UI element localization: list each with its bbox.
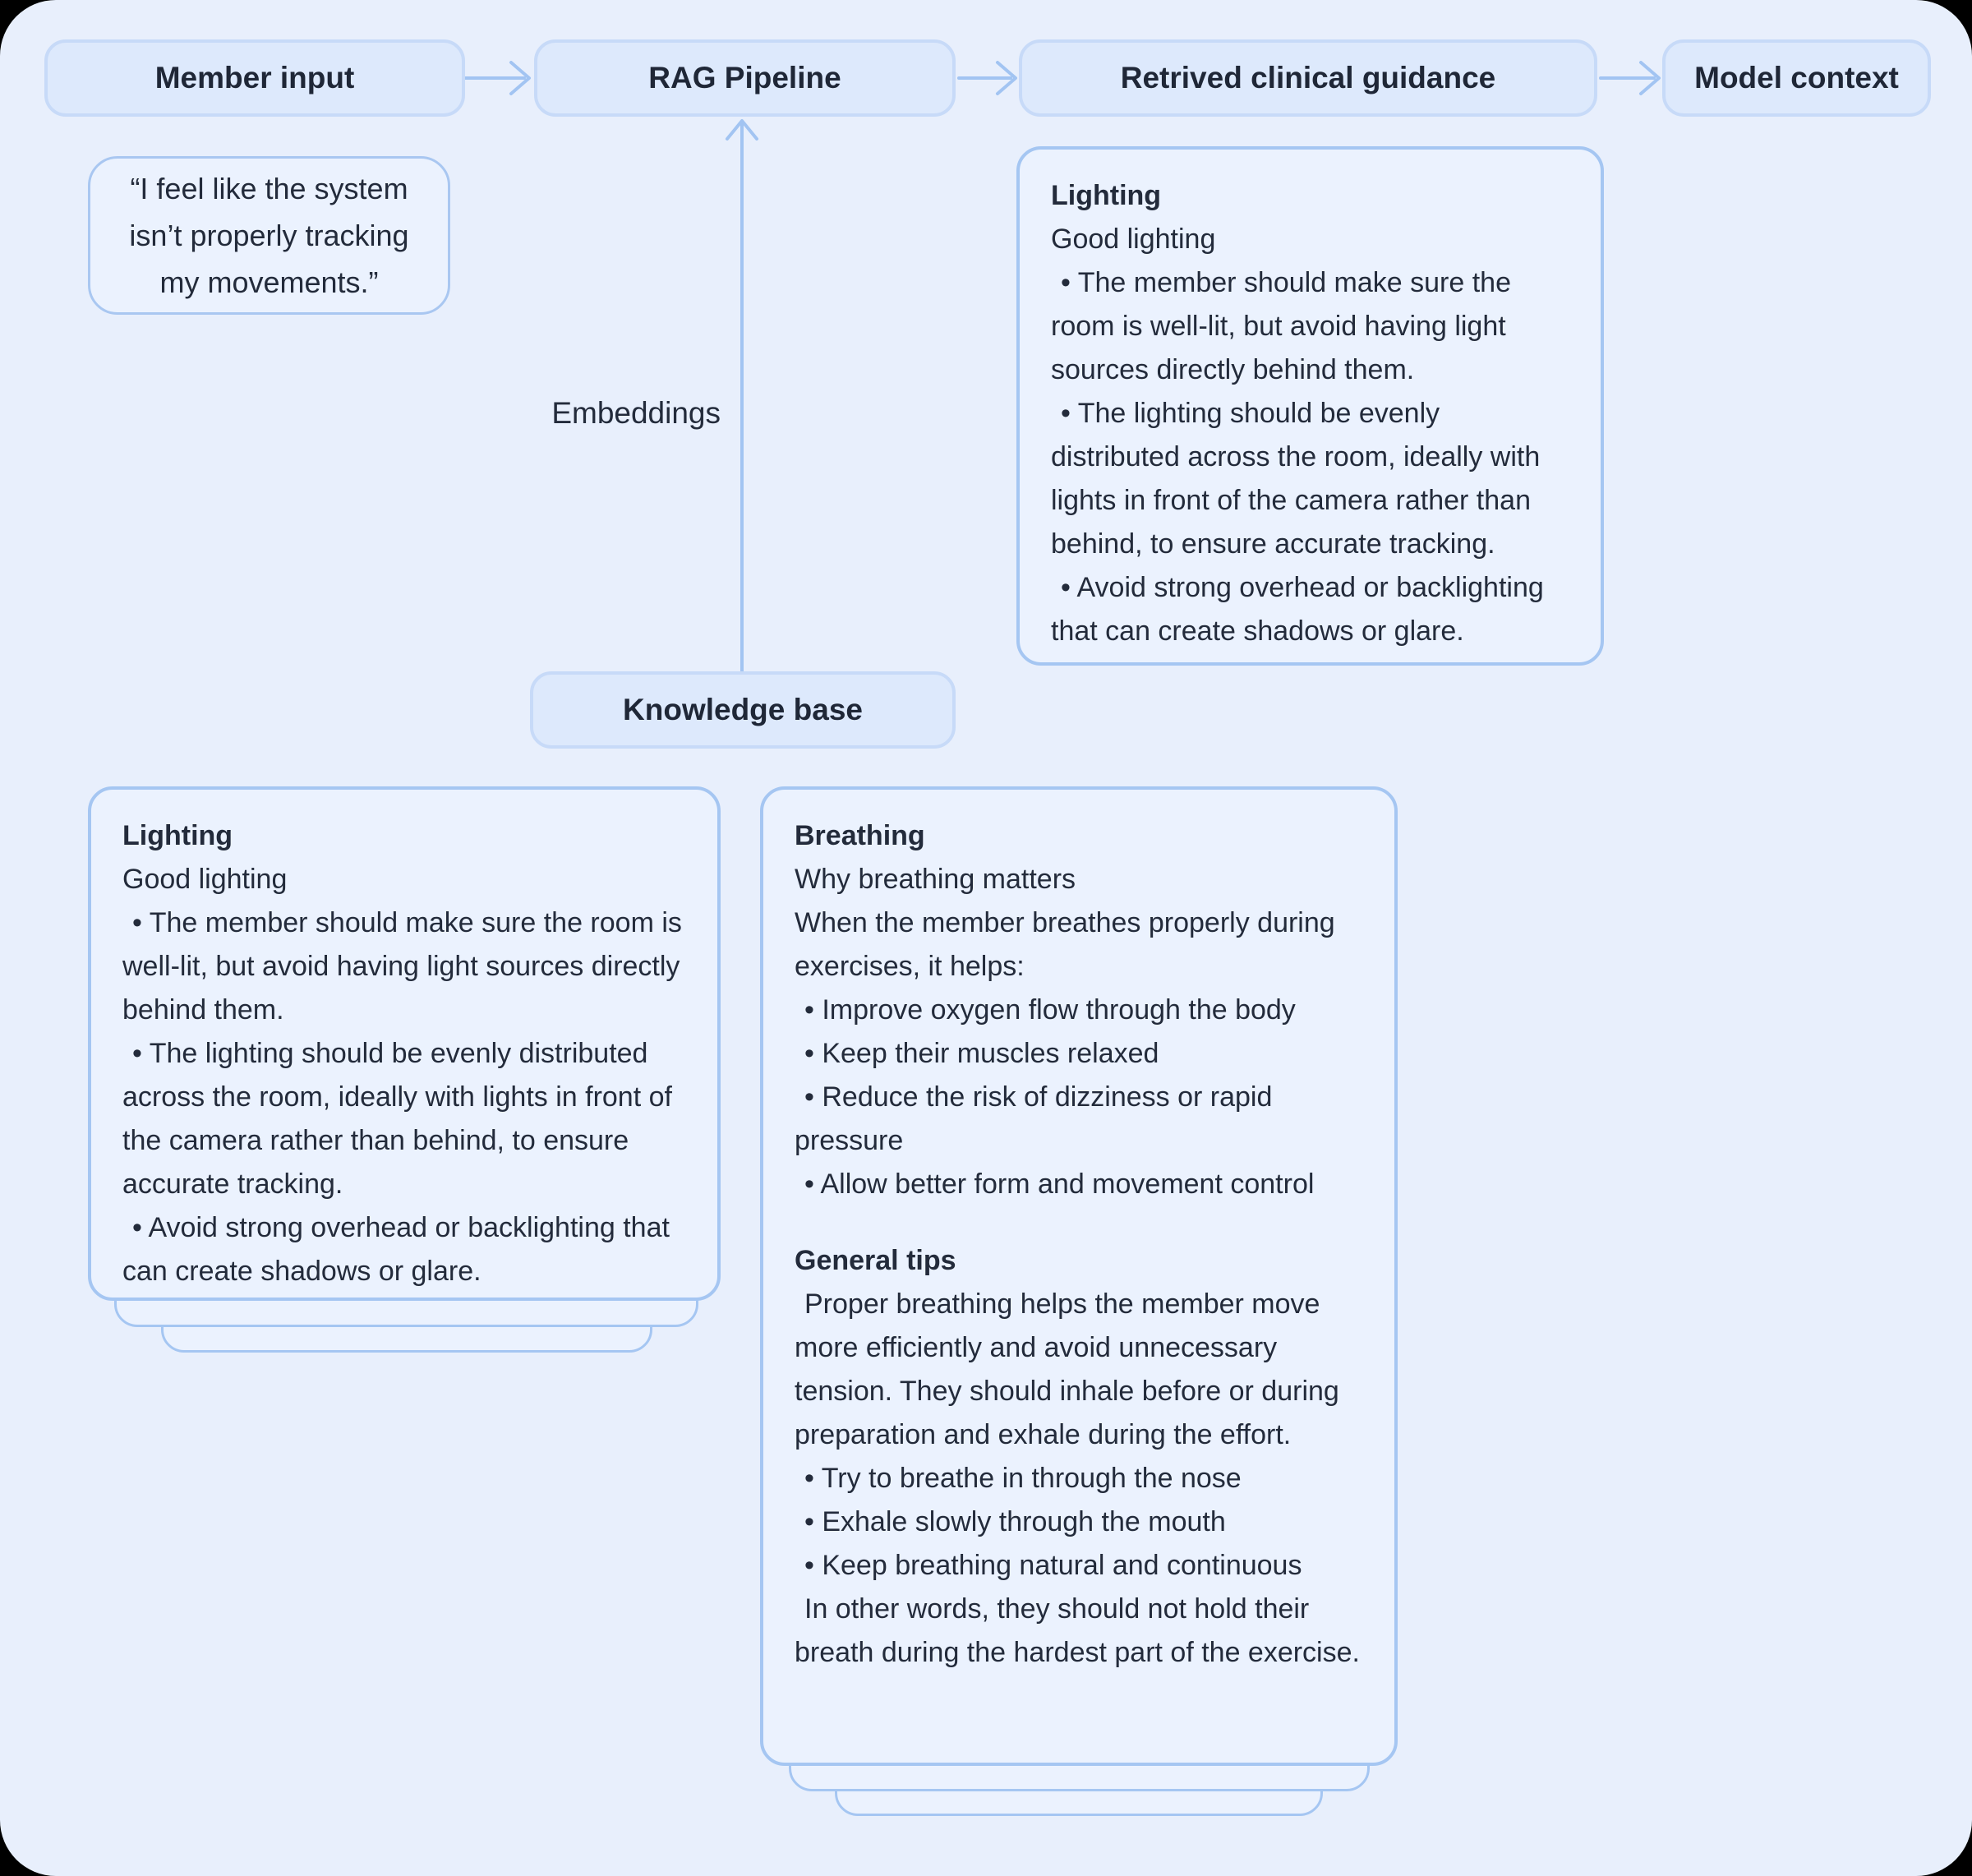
breathing-doc-tips-title: General tips <box>795 1245 956 1276</box>
member-quote-text: “I feel like the system isn’t properly tracking my movements.” <box>129 172 409 299</box>
breathing-doc-benefit: • Allow better form and movement control <box>804 1168 1315 1200</box>
breathing-doc-benefit: • Improve oxygen flow through the body <box>804 994 1296 1026</box>
breathing-doc-tip: • Try to breathe in through the nose <box>804 1463 1242 1494</box>
breathing-doc-tips-intro: Proper breathing helps the member move more efficiently and avoid unnecessary tension. They should inhale before or during preparation and exhale during the effort. <box>795 1288 1339 1450</box>
breathing-doc-benefit: • Keep their muscles relaxed <box>804 1038 1159 1069</box>
lighting-doc-title: Lighting <box>122 820 233 851</box>
breathing-doc-tips-outro: In other words, they should not hold their breath during the hardest part of the exercise. <box>795 1593 1360 1668</box>
arrow-rag-to-retrieved-head <box>998 62 1016 94</box>
arrow-retrieved-to-model-head <box>1641 62 1659 94</box>
node-member-input-label: Member input <box>154 61 355 94</box>
breathing-doc-title: Breathing <box>795 820 925 851</box>
member-quote-bubble <box>88 156 450 315</box>
arrow-kb-to-rag-head <box>727 121 757 139</box>
lighting-doc-bullet: • The lighting should be evenly distributed across the room, ideally with lights in front of the camera rather than behind, to ensure accurate tracking. <box>122 1038 672 1200</box>
breathing-doc-tip: • Keep breathing natural and continuous <box>804 1550 1302 1581</box>
node-model-context-label: Model context <box>1694 61 1899 94</box>
knowledge-doc-breathing <box>760 786 1398 1766</box>
retrieved-guidance-card <box>1016 146 1604 666</box>
breathing-doc-intro: When the member breathes properly during exercises, it helps: <box>795 907 1335 982</box>
node-retrieved-clinical-guidance-label: Retrived clinical guidance <box>1120 61 1496 94</box>
retrieved-doc-bullet: • Avoid strong overhead or backlighting that can create shadows or glare. <box>1051 572 1544 647</box>
node-knowledge-base-label: Knowledge base <box>623 693 863 726</box>
breathing-doc-benefit: • Reduce the risk of dizziness or rapid pressure <box>795 1081 1273 1156</box>
node-knowledge-base <box>530 671 956 749</box>
node-rag-pipeline <box>534 39 956 117</box>
breathing-doc-tip: • Exhale slowly through the mouth <box>804 1506 1226 1537</box>
arrow-member-to-rag-head <box>511 62 529 94</box>
breathing-doc-subtitle: Why breathing matters <box>795 864 1076 895</box>
retrieved-doc-subtitle: Good lighting <box>1051 224 1216 255</box>
lighting-doc-bullet: • Avoid strong overhead or backlighting that can create shadows or glare. <box>122 1212 670 1287</box>
node-retrieved-clinical-guidance <box>1019 39 1597 117</box>
lighting-doc-subtitle: Good lighting <box>122 864 288 895</box>
retrieved-doc-title: Lighting <box>1051 180 1162 211</box>
node-model-context <box>1662 39 1931 117</box>
knowledge-doc-lighting <box>88 786 721 1301</box>
retrieved-doc-bullet: • The member should make sure the room is well-lit, but avoid having light sources directly behind them. <box>1051 267 1511 385</box>
node-rag-pipeline-label: RAG Pipeline <box>648 61 841 94</box>
node-member-input <box>44 39 465 117</box>
retrieved-doc-bullet: • The lighting should be evenly distributed across the room, ideally with lights in front of the camera rather than behind, to ensure accurate tracking. <box>1051 398 1541 560</box>
embeddings-label: Embeddings <box>551 396 721 430</box>
lighting-doc-bullet: • The member should make sure the room is well-lit, but avoid having light sources directly behind them. <box>122 907 682 1026</box>
